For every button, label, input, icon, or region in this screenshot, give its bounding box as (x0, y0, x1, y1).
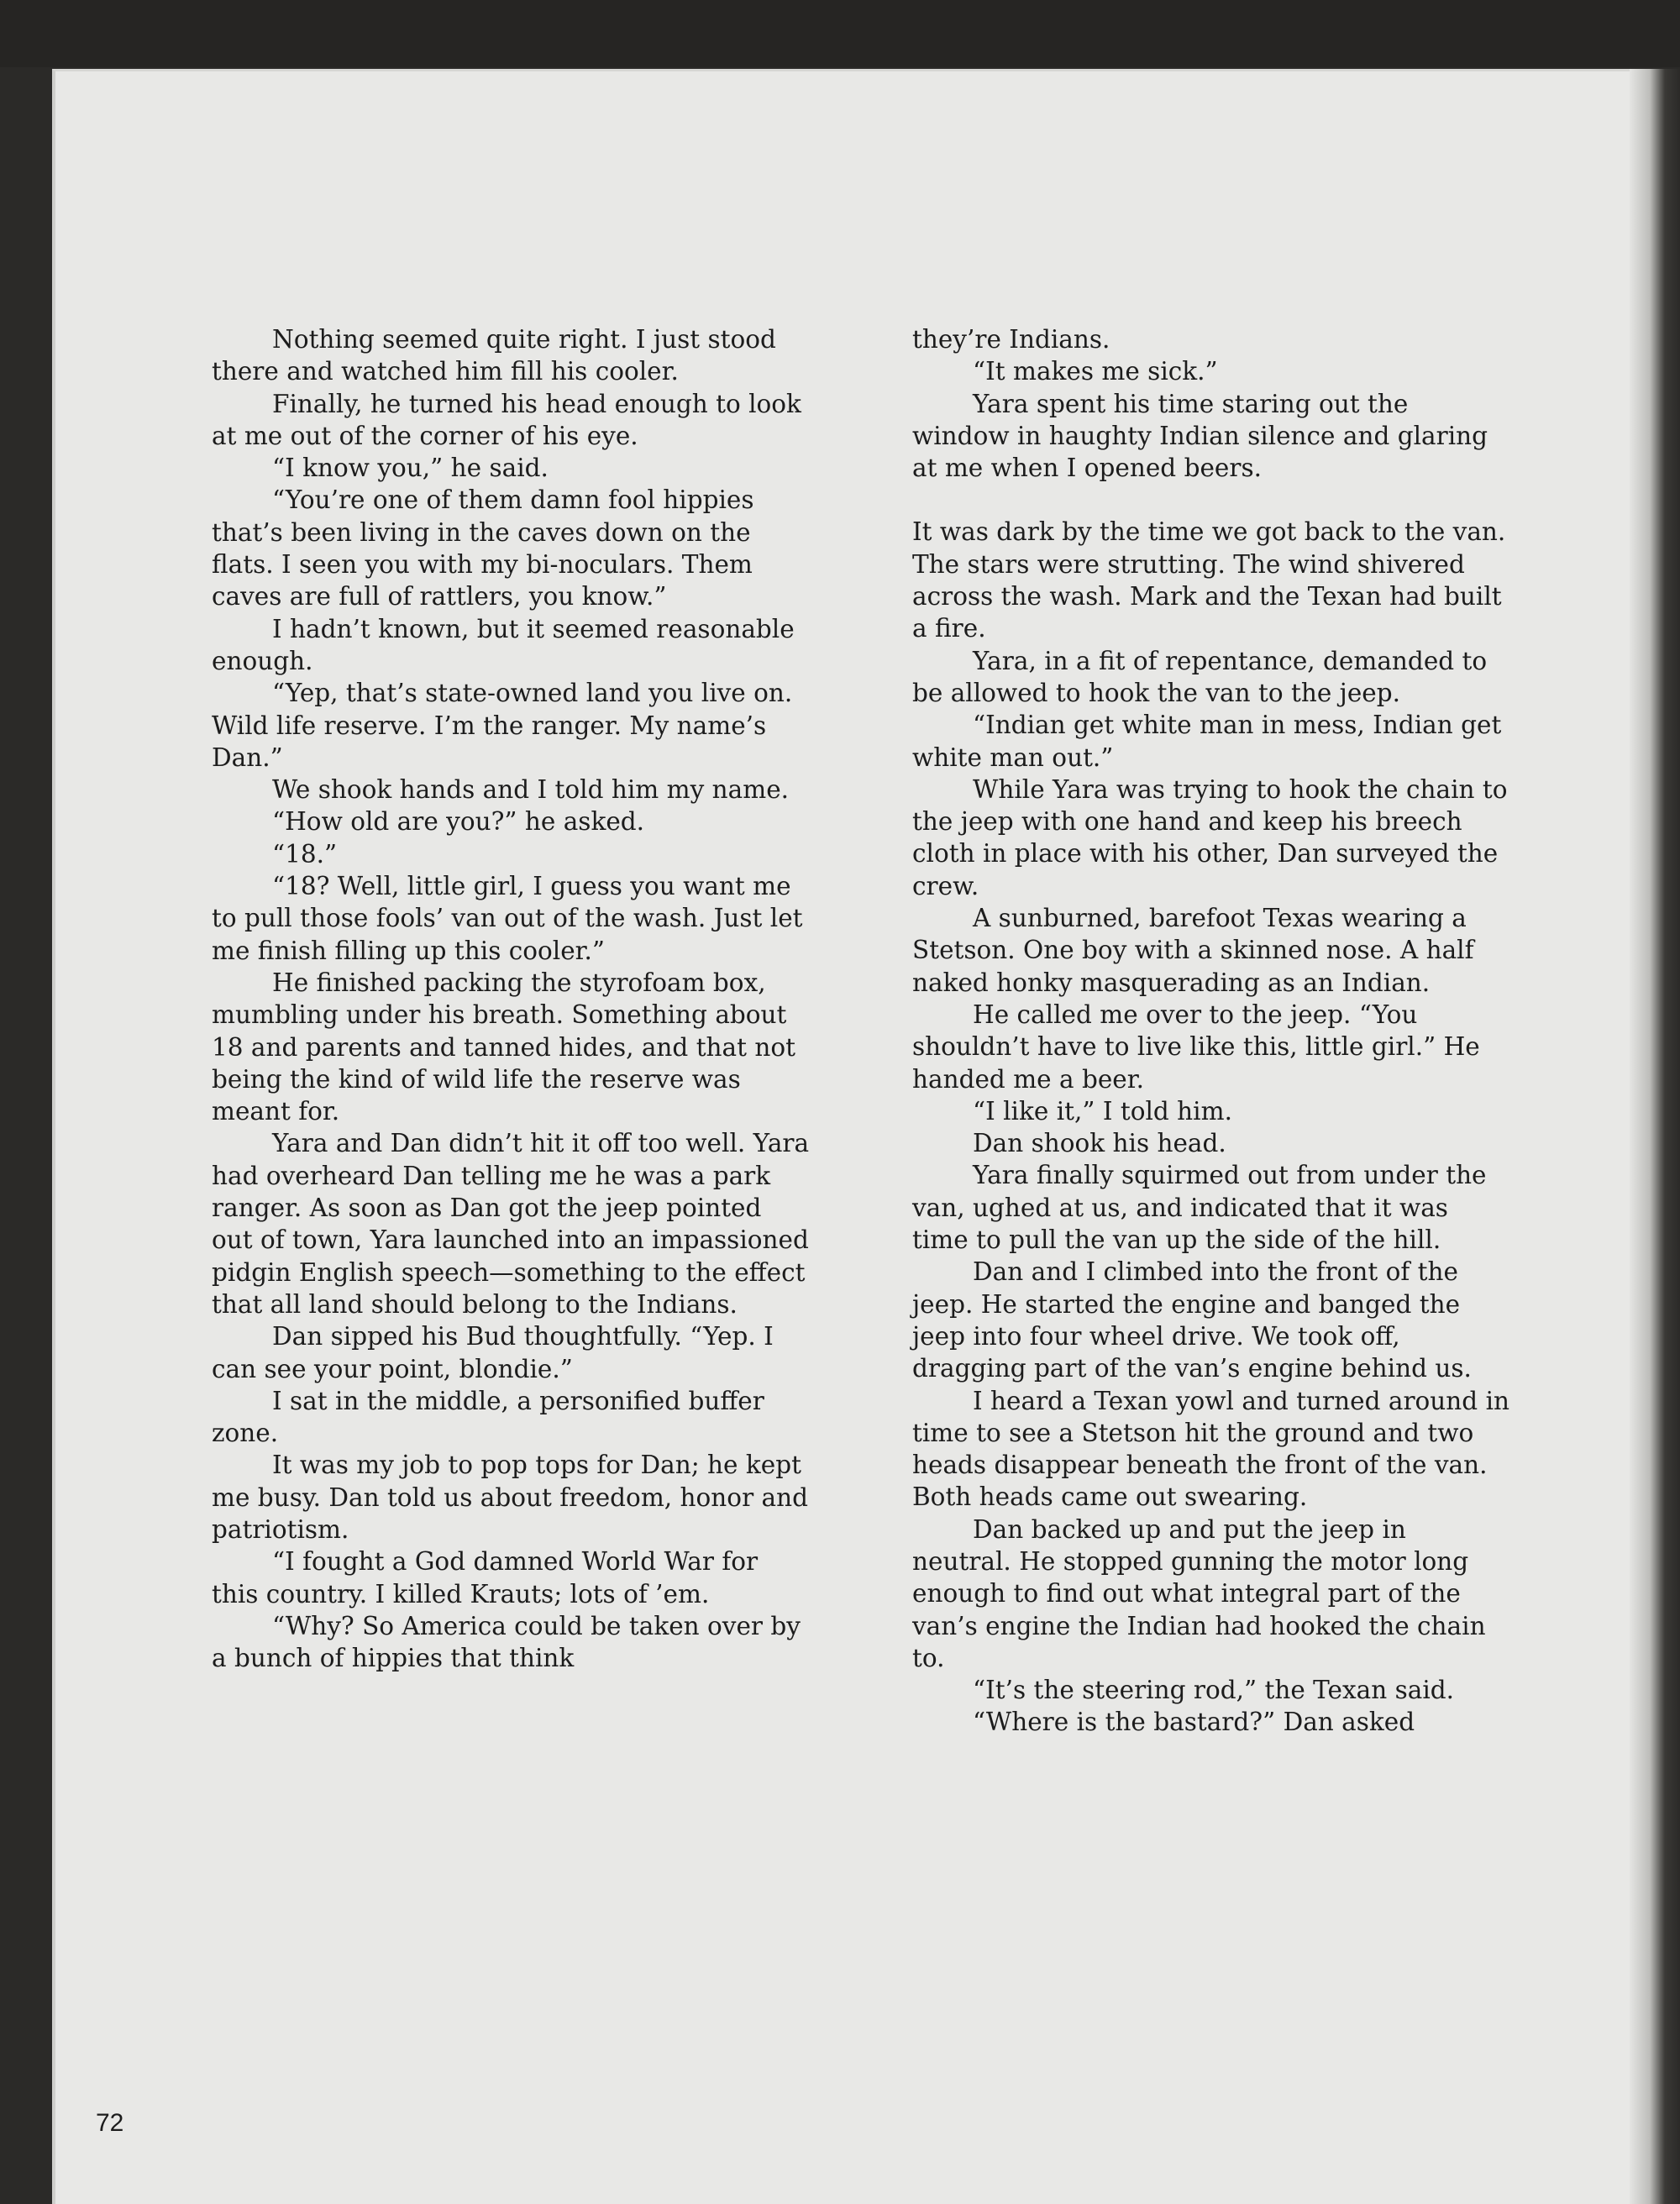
paragraph: “You’re one of them damn fool hippies that’s been living in the caves down on the flats. I seen you with my bi-noculars. Them caves are full of rattlers, you know.” (212, 485, 754, 611)
right-text-column (912, 323, 1510, 1739)
paragraph: “Where is the bastard?” Dan asked (973, 1708, 1415, 1737)
paragraph: “18.” (272, 839, 338, 868)
paragraph: He finished packing the styrofoam box, mumbling under his breath. Something about 18 and parents and tanned hides, and that not being the kind of wild life the reserve was meant for. (212, 968, 795, 1126)
paragraph: “I know you,” he said. (272, 454, 549, 483)
paragraph: While Yara was trying to hook the chain to the jeep with one hand and keep his breech cloth in place with his other, Dan surveyed the crew. (912, 774, 1508, 900)
paragraph: Dan and I climbed into the front of the jeep. He started the engine and banged the jeep into four wheel drive. We took off, dragging part of the van’s engine behind us. (912, 1257, 1472, 1383)
paragraph: We shook hands and I told him my name. (272, 775, 790, 805)
paragraph: It was my job to pop tops for Dan; he kept me busy. Dan told us about freedom, honor and patriotism. (212, 1451, 809, 1544)
paragraph: I sat in the middle, a personified buffer zone. (212, 1386, 764, 1448)
paragraph: Nothing seemed quite right. I just stood there and watched him fill his cooler. (212, 325, 776, 386)
paragraph: I heard a Texan yowl and turned around in time to see a Stetson hit the ground and two heads disappear beneath the front of the van. Both heads came out swearing. (912, 1386, 1510, 1512)
paragraph: “Why? So America could be taken over by a bunch of hippies that think (212, 1611, 801, 1673)
paragraph: “Yep, that’s state-owned land you live on. Wild life reserve. I’m the ranger. My name’s Dan.” (212, 679, 793, 772)
paragraph: “18? Well, little girl, I guess you want me to pull those fools’ van out of the wash. Just let me finish filling up this cooler.” (212, 872, 803, 965)
paragraph: Yara spent his time staring out the window in haughty Indian silence and glaring at me when I opened beers. (912, 389, 1488, 483)
paragraph: A sunburned, barefoot Texas wearing a Stetson. One boy with a skinned nose. A half naked honky masquerading as an Indian. (912, 904, 1474, 997)
paragraph: Dan sipped his Bud thoughtfully. “Yep. I can see your point, blondie.” (212, 1322, 774, 1383)
scanner-background (0, 0, 1680, 67)
paragraph: “I fought a God damned World War for this country. I killed Krauts; lots of ’em. (212, 1547, 759, 1608)
paragraph: “It makes me sick.” (973, 357, 1218, 386)
paragraph: Dan shook his head. (973, 1129, 1226, 1158)
paragraph: Yara and Dan didn’t hit it off too well. Yara had overheard Dan telling me he was a park ranger. As soon as Dan got the jeep pointed out of town, Yara launched into an impassioned pidgin English speech—something to the effect that all land should belong to the Indians. (212, 1129, 810, 1319)
paragraph: “Indian get white man in mess, Indian get white man out.” (912, 711, 1502, 772)
paragraph: I hadn’t known, but it seemed reasonable enough. (212, 614, 795, 675)
paragraph: Yara, in a fit of repentance, demanded to be allowed to hook the van to the jeep. (912, 646, 1488, 707)
paragraph: He called me over to the jeep. “You shouldn’t have to live like this, little girl.” He handed me a beer. (912, 1000, 1480, 1094)
paragraph: Dan backed up and put the jeep in neutral. He stopped gunning the motor long enough to find out what integral part of the van’s engine the Indian had hooked the chain to. (912, 1514, 1486, 1672)
left-text-column (212, 323, 810, 1674)
page-gutter-edge (1630, 69, 1680, 2204)
paragraph: “I like it,” I told him. (973, 1096, 1232, 1126)
paragraph: Yara finally squirmed out from under the van, ughed at us, and indicated that it was time to pull the van up the side of the hill. (912, 1161, 1487, 1255)
page-number: 72 (96, 2109, 124, 2137)
paragraph-continued: they’re Indians. (912, 325, 1110, 354)
paragraph: Finally, he turned his head enough to look at me out of the corner of his eye. (212, 389, 801, 450)
paragraph: “It’s the steering rod,” the Texan said. (973, 1676, 1455, 1705)
paragraph: “How old are you?” he asked. (272, 807, 645, 837)
section-opening-paragraph: It was dark by the time we got back to the van. The stars were strutting. The wind shivered across the wash. Mark and the Texan had built a fire. (912, 517, 1506, 643)
